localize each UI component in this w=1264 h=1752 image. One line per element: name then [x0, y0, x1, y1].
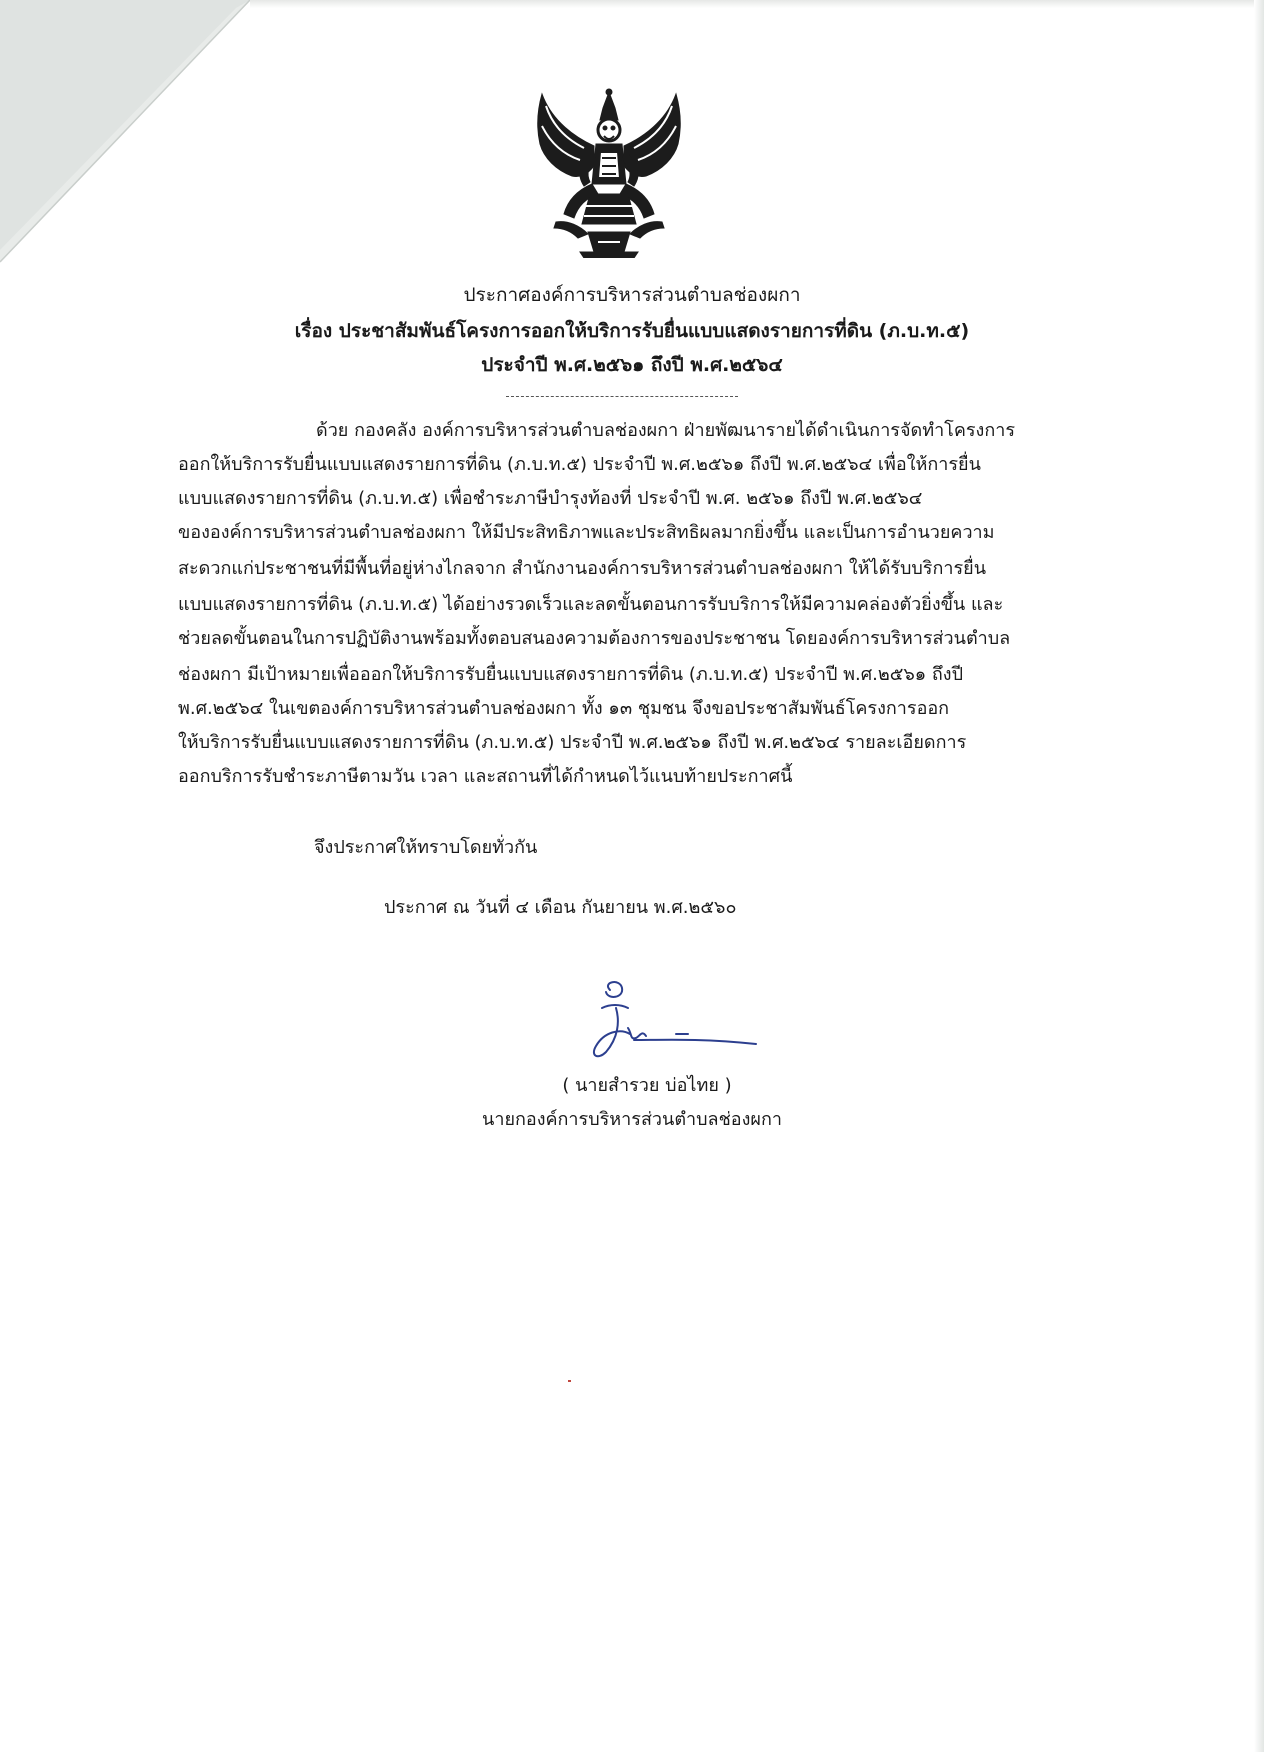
body-line: ให้บริการรับยื่นแบบแสดงรายการที่ดิน (ภ.บ.ท.๕) ประจำปี พ.ศ.๒๕๖๑ ถึงปี พ.ศ.๒๕๖๔ รายละเอียดการ: [178, 732, 967, 753]
body-line: ออกให้บริการรับยื่นแบบแสดงรายการที่ดิน (ภ.บ.ท.๕) ประจำปี พ.ศ.๒๕๖๑ ถึงปี พ.ศ.๒๕๖๔ เพื่อให้การยื่น: [178, 454, 981, 475]
folded-corner-shading: [0, 0, 260, 270]
paper-speck: [568, 1380, 571, 1382]
announcement-date: ประกาศ ณ วันที่ ๔ เดือน กันยายน พ.ศ.๒๕๖๐: [384, 897, 737, 918]
body-line: ออกบริการรับชำระภาษีตามวัน เวลา และสถานที่ได้กำหนดไว้แนบท้ายประกาศนี้: [178, 766, 793, 787]
announcement-subject: เรื่อง ประชาสัมพันธ์โครงการออกให้บริการรับยื่นแบบแสดงรายการที่ดิน (ภ.บ.ท.๕): [294, 320, 970, 342]
handwritten-signature: [580, 978, 760, 1078]
body-line: สะดวกแก่ประชาชนที่มีพื้นที่อยู่ห่างไกลจาก สำนักงานองค์การบริหารส่วนตำบลช่องผกา ให้ได้รับบริการยื่น: [178, 558, 986, 579]
signer-title: นายกองค์การบริหารส่วนตำบลช่องผกา: [482, 1109, 782, 1130]
garuda-emblem-icon: [528, 86, 690, 258]
body-line: แบบแสดงรายการที่ดิน (ภ.บ.ท.๕) ได้อย่างรวดเร็วและลดขั้นตอนการรับบริการให้มีความคล่องตัวยิ่งขึ้น และ: [178, 594, 1004, 615]
announcement-period: ประจำปี พ.ศ.๒๕๖๑ ถึงปี พ.ศ.๒๕๖๔: [481, 354, 783, 376]
paper-top-edge: [250, 0, 1264, 8]
body-line: ขององค์การบริหารส่วนตำบลช่องผกา ให้มีประสิทธิภาพและประสิทธิผลมากยิ่งขึ้น และเป็นการอำนวยความ: [178, 522, 995, 543]
signer-name: ( นายสำรวย บ่อไทย ): [562, 1075, 732, 1096]
body-line: ช่องผกา มีเป้าหมายเพื่อออกให้บริการรับยื่นแบบแสดงรายการที่ดิน (ภ.บ.ท.๕) ประจำปี พ.ศ.๒๕๖๑ ถึงปี: [178, 664, 964, 685]
body-line: ด้วย กองคลัง องค์การบริหารส่วนตำบลช่องผกา ฝ่ายพัฒนารายได้ดำเนินการจัดทำโครงการ: [316, 420, 1016, 441]
body-line: แบบแสดงรายการที่ดิน (ภ.บ.ท.๕) เพื่อชำระภาษีบำรุงท้องที่ ประจำปี พ.ศ. ๒๕๖๑ ถึงปี พ.ศ.๒๕๖๔: [178, 488, 923, 509]
body-line: ช่วยลดขั้นตอนในการปฏิบัติงานพร้อมทั้งตอบสนองความต้องการของประชาชน โดยองค์การบริหารส่วนตำบล: [178, 628, 1011, 649]
closing-statement: จึงประกาศให้ทราบโดยทั่วกัน: [314, 837, 538, 858]
header-divider: [506, 396, 738, 397]
paper-right-edge: [1254, 0, 1264, 1752]
body-line: พ.ศ.๒๕๖๔ ในเขตองค์การบริหารส่วนตำบลช่องผกา ทั้ง ๑๓ ชุมชน จึงขอประชาสัมพันธ์โครงการออก: [178, 698, 950, 719]
announcement-issuer: ประกาศองค์การบริหารส่วนตำบลช่องผกา: [463, 284, 801, 306]
